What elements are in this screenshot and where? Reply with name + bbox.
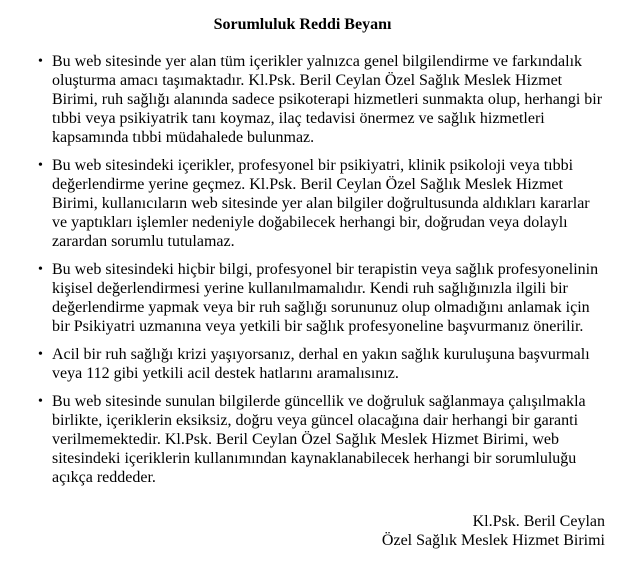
- bullet-item-no-substitute-evaluation: • Bu web sitesindeki içerikler, profesyonel bir psikiyatri, klinik psikoloji veya tıbbi değerlendirme yerine geçmez. Kl.Psk. Beril Ceylan Özel Sağlık Meslek Hizmet Birimi, kullanıcıların web sitesinde yer alan bilgiler doğrultusunda aldıkları kararlar ve yaptıkları işlemler nedeniyle doğabilecek herhangi bir, doğrudan veya dolaylı zarardan sorumlu tutulamaz.: [52, 156, 605, 251]
- signature-block: [0, 512, 605, 550]
- bullet-item-general-information: • Bu web sitesinde yer alan tüm içerikler yalnızca genel bilgilendirme ve farkındalık oluşturma amacı taşımaktadır. Kl.Psk. Beril Ceylan Özel Sağlık Meslek Hizmet Birimi, ruh sağlığı alanında sadece psikoterapi hizmetleri sunmakta olup, herhangi bir tıbbi veya psikiyatrik tanı koymaz, ilaç tedavisi önermez ve sağlık hizmetleri kapsamında tıbbi müdahalede bulunmaz.: [52, 52, 605, 147]
- signature-name: Kl.Psk. Beril Ceylan: [472, 513, 605, 530]
- bullet-list: [0, 52, 630, 487]
- bullet-item-emergency-112: • Acil bir ruh sağlığı krizi yaşıyorsanız, derhal en yakın sağlık kuruluşuna başvurmalı veya 112 gibi yetkili acil destek hatlarını aramalısınız.: [52, 345, 605, 383]
- bullet-item-no-guarantee: • Bu web sitesinde sunulan bilgilerde güncellik ve doğruluk sağlanmaya çalışılmakla birlikte, içeriklerin eksiksiz, doğru veya güncel olacağına dair herhangi bir garanti verilmemektedir. Kl.Psk. Beril Ceylan Özel Sağlık Meslek Hizmet Birimi, web sitesindeki içeriklerin kullanımından kaynaklanabilecek herhangi bir sorumluluğu açıkça reddeder.: [52, 392, 605, 487]
- signature-organization: Özel Sağlık Meslek Hizmet Birimi: [381, 532, 605, 549]
- bullet-item-consult-professional: • Bu web sitesindeki hiçbir bilgi, profesyonel bir terapistin veya sağlık profesyonelinin kişisel değerlendirmesi yerine kullanılmamalıdır. Kendi ruh sağlığınızla ilgili bir değerlendirme yapmak veya bir ruh sağlığı sorununuz olup olmadığını anlamak için bir Psikiyatri uzmanına veya yetkili bir sağlık profesyoneline başvurmanız önerilir.: [52, 260, 605, 336]
- document-title: Sorumluluk Reddi Beyanı: [213, 16, 392, 33]
